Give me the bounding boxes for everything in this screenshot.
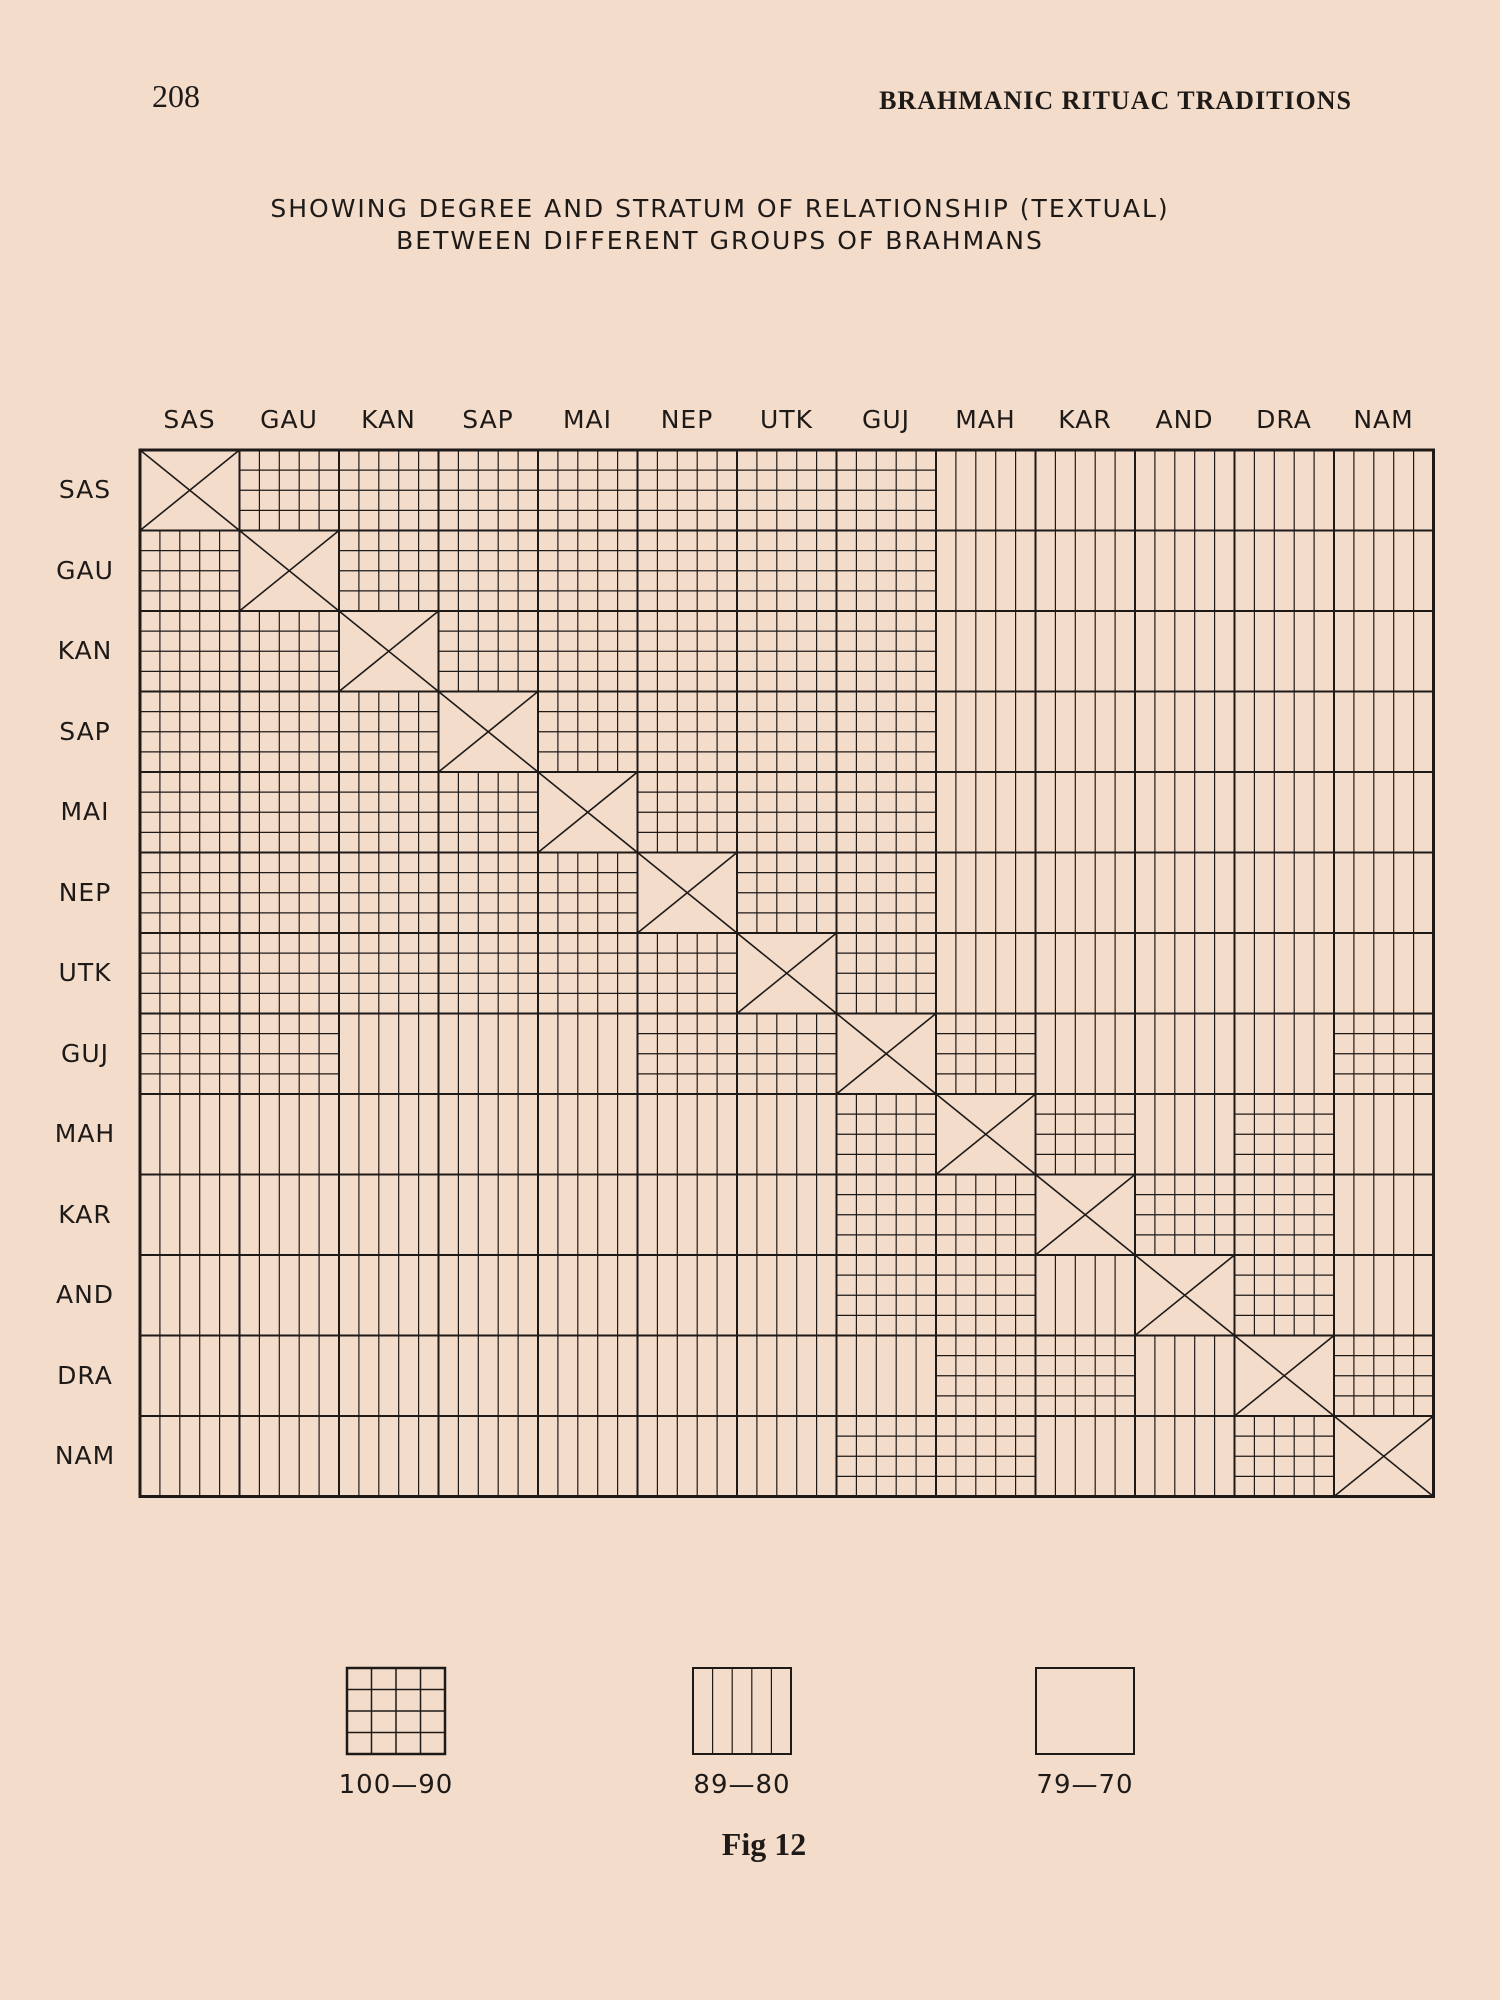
row-label: NAM (54, 1441, 116, 1471)
matrix-cell (240, 1255, 340, 1336)
matrix-cell (737, 450, 837, 531)
column-label: DRA (1256, 405, 1312, 434)
column-label: AND (1155, 405, 1214, 434)
matrix-cell (837, 853, 937, 934)
matrix-cell (1235, 1255, 1335, 1336)
column-label: NEP (660, 405, 714, 434)
matrix-cell (1334, 772, 1434, 853)
figure-title-line-2: BETWEEN DIFFERENT GROUPS OF BRAHMANS (396, 226, 1044, 255)
matrix-cell (240, 1336, 340, 1417)
matrix-cell (1334, 1014, 1434, 1095)
matrix-cell (638, 853, 738, 934)
legend-label: 89—80 (693, 1770, 791, 1800)
legend-swatch-grid (347, 1668, 445, 1754)
row-label: NEP (58, 877, 112, 907)
matrix-cell (936, 692, 1036, 773)
row-label: MAI (60, 797, 110, 827)
matrix-cell (737, 1014, 837, 1095)
matrix-cell (1235, 531, 1335, 612)
matrix-cell (1235, 933, 1335, 1014)
matrix-cell (638, 692, 738, 773)
matrix-cell (439, 692, 539, 773)
matrix-cell (936, 1175, 1036, 1256)
figure-title-line-1: SHOWING DEGREE AND STRATUM OF RELATIONSHIP (TEXTUAL) (270, 194, 1170, 223)
matrix-cell (638, 1255, 738, 1336)
matrix-cell (936, 1255, 1036, 1336)
matrix-cell (1235, 692, 1335, 773)
matrix-cell (638, 1094, 738, 1175)
matrix-cell (737, 692, 837, 773)
matrix-cell (140, 1094, 240, 1175)
matrix-cell (1036, 1014, 1136, 1095)
matrix-cell (1334, 1175, 1434, 1256)
matrix-cell (339, 692, 439, 773)
matrix-cell (638, 1175, 738, 1256)
matrix-cell (140, 531, 240, 612)
matrix-cell (339, 1255, 439, 1336)
matrix-cell (1235, 1094, 1335, 1175)
matrix-cell (140, 1336, 240, 1417)
matrix-cell (339, 1336, 439, 1417)
matrix-cell (538, 692, 638, 773)
matrix-cell (240, 692, 340, 773)
matrix-cell (140, 853, 240, 934)
legend-swatch-vertical (693, 1668, 791, 1754)
row-label: GAU (56, 555, 114, 585)
column-label: MAH (955, 405, 1016, 434)
matrix-cell (1334, 1416, 1434, 1497)
matrix-cell (240, 611, 340, 692)
matrix-cells (140, 450, 1434, 1497)
matrix-cell (1135, 853, 1235, 934)
matrix-cell (837, 1175, 937, 1256)
column-label: SAP (462, 405, 514, 434)
matrix-cell (140, 933, 240, 1014)
matrix-cell (439, 611, 539, 692)
matrix-cell (1334, 450, 1434, 531)
matrix-cell (140, 772, 240, 853)
matrix-cell (339, 933, 439, 1014)
matrix-cell (638, 772, 738, 853)
matrix-cell (339, 611, 439, 692)
matrix-cell (1235, 450, 1335, 531)
figure-caption-text: Fig 12 (721, 1826, 807, 1862)
matrix-cell (837, 1336, 937, 1417)
matrix-cell (837, 1255, 937, 1336)
matrix-cell (140, 1014, 240, 1095)
matrix-cell (538, 1416, 638, 1497)
matrix-cell (1135, 611, 1235, 692)
column-label: GUJ (861, 405, 911, 434)
legend-label: 100—90 (338, 1770, 454, 1800)
matrix-cell (1036, 1416, 1136, 1497)
matrix-cell (638, 1336, 738, 1417)
row-label: SAP (59, 716, 111, 746)
matrix-cell (1135, 772, 1235, 853)
matrix-cell (837, 450, 937, 531)
matrix-cell (837, 692, 937, 773)
matrix-cell (240, 1094, 340, 1175)
matrix-cell (439, 1094, 539, 1175)
matrix-cell (140, 450, 240, 531)
matrix-cell (538, 1255, 638, 1336)
matrix-cell (737, 1255, 837, 1336)
running-head: BRAHMANIC RITUAC TRADITIONS (879, 86, 1352, 115)
matrix-cell (1135, 1175, 1235, 1256)
matrix-cell (140, 1255, 240, 1336)
matrix-cell (1135, 450, 1235, 531)
matrix-cell (936, 1094, 1036, 1175)
matrix-cell (1334, 531, 1434, 612)
column-label: MAI (562, 405, 613, 434)
matrix-cell (1036, 1255, 1136, 1336)
matrix-cell (638, 611, 738, 692)
row-label: SAS (58, 475, 112, 505)
matrix-cell (339, 772, 439, 853)
matrix-cell (439, 1416, 539, 1497)
matrix-cell (837, 933, 937, 1014)
matrix-cell (737, 1094, 837, 1175)
matrix-cell (140, 1416, 240, 1497)
matrix-cell (439, 450, 539, 531)
matrix-cell (837, 1416, 937, 1497)
matrix-cell (1334, 853, 1434, 934)
matrix-cell (339, 450, 439, 531)
matrix-cell (439, 1014, 539, 1095)
matrix-cell (439, 1175, 539, 1256)
matrix-cell (339, 1175, 439, 1256)
matrix-cell (936, 1416, 1036, 1497)
matrix-cell (638, 531, 738, 612)
matrix-cell (936, 611, 1036, 692)
matrix-cell (1235, 1416, 1335, 1497)
matrix-cell (538, 1336, 638, 1417)
matrix-cell (1036, 933, 1136, 1014)
matrix-cell (1334, 1255, 1434, 1336)
matrix-cell (1235, 1014, 1335, 1095)
matrix-cell (1036, 1175, 1136, 1256)
column-label: KAR (1058, 405, 1112, 434)
matrix-cell (1036, 692, 1136, 773)
matrix-cell (936, 772, 1036, 853)
matrix-cell (638, 1416, 738, 1497)
matrix-cell (339, 531, 439, 612)
matrix-cell (140, 1175, 240, 1256)
matrix-cell (1036, 450, 1136, 531)
matrix-cell (439, 1336, 539, 1417)
matrix-cell (1135, 1416, 1235, 1497)
matrix-cell (737, 1336, 837, 1417)
matrix-cell (439, 933, 539, 1014)
row-label: DRA (57, 1360, 113, 1390)
matrix-cell (1036, 1336, 1136, 1417)
column-label: GAU (260, 405, 318, 434)
legend-swatches (347, 1668, 1134, 1754)
matrix-cell (1135, 1014, 1235, 1095)
matrix-cell (240, 1416, 340, 1497)
matrix-cell (1235, 1336, 1335, 1417)
matrix-cell (837, 1014, 937, 1095)
matrix-cell (538, 1014, 638, 1095)
column-label: UTK (760, 405, 813, 434)
matrix-cell (737, 531, 837, 612)
matrix-cell (439, 531, 539, 612)
matrix-cell (936, 531, 1036, 612)
page-number: 208 (152, 78, 200, 114)
matrix-cell (538, 450, 638, 531)
matrix-cell (1334, 933, 1434, 1014)
row-label: UTK (58, 958, 112, 988)
matrix-cell (837, 1094, 937, 1175)
matrix-cell (638, 1014, 738, 1095)
matrix-cell (1135, 1336, 1235, 1417)
matrix-cell (1235, 772, 1335, 853)
row-label: MAH (54, 1119, 116, 1149)
matrix-cell (1334, 1336, 1434, 1417)
matrix-cell (638, 450, 738, 531)
row-label: KAN (57, 636, 113, 666)
matrix-cell (837, 772, 937, 853)
matrix-cell (240, 1014, 340, 1095)
matrix-cell (240, 450, 340, 531)
matrix-cell (439, 772, 539, 853)
matrix-cell (936, 1336, 1036, 1417)
matrix-cell (339, 1014, 439, 1095)
matrix-cell (1235, 611, 1335, 692)
legend-label: 79—70 (1036, 1770, 1134, 1800)
matrix-cell (737, 1416, 837, 1497)
matrix-cell (737, 933, 837, 1014)
column-label: NAM (1353, 405, 1414, 434)
matrix-cell (240, 853, 340, 934)
matrix-cell (538, 1175, 638, 1256)
row-label: AND (55, 1280, 115, 1310)
matrix-cell (140, 611, 240, 692)
matrix-cell (936, 853, 1036, 934)
matrix-cell (1235, 853, 1335, 934)
matrix-cell (936, 1014, 1036, 1095)
matrix-cell (837, 611, 937, 692)
matrix-cell (538, 611, 638, 692)
matrix-cell (936, 933, 1036, 1014)
matrix-cell (1135, 1255, 1235, 1336)
figure-caption (0, 1826, 1500, 1863)
matrix-cell (936, 450, 1036, 531)
matrix-cell (1334, 611, 1434, 692)
matrix-cell (1235, 1175, 1335, 1256)
matrix-cell (240, 1175, 340, 1256)
matrix-cell (1135, 531, 1235, 612)
matrix-cell (737, 611, 837, 692)
matrix-cell (240, 772, 340, 853)
column-label: SAS (163, 405, 216, 434)
matrix-cell (538, 1094, 638, 1175)
matrix-cell (140, 692, 240, 773)
matrix-cell (1036, 1094, 1136, 1175)
matrix-cell (538, 772, 638, 853)
matrix-cell (339, 1416, 439, 1497)
column-label: KAN (361, 405, 416, 434)
matrix-cell (339, 1094, 439, 1175)
matrix-cell (538, 933, 638, 1014)
matrix-cell (1036, 531, 1136, 612)
matrix-cell (439, 853, 539, 934)
matrix-cell (1036, 853, 1136, 934)
matrix-cell (240, 933, 340, 1014)
row-label: GUJ (60, 1038, 110, 1068)
matrix-cell (1036, 611, 1136, 692)
matrix-cell (439, 1255, 539, 1336)
matrix-cell (1135, 692, 1235, 773)
matrix-cell (538, 531, 638, 612)
matrix-cell (240, 531, 340, 612)
row-label: KAR (58, 1199, 112, 1229)
matrix-cell (1334, 692, 1434, 773)
matrix-cell (538, 853, 638, 934)
matrix-cell (1036, 772, 1136, 853)
matrix-cell (837, 531, 937, 612)
matrix-cell (737, 772, 837, 853)
matrix-cell (1135, 933, 1235, 1014)
matrix-cell (1135, 1094, 1235, 1175)
legend-swatch-blank (1036, 1668, 1134, 1754)
matrix-cell (737, 853, 837, 934)
matrix-cell (638, 933, 738, 1014)
matrix-cell (339, 853, 439, 934)
matrix-cell (1334, 1094, 1434, 1175)
matrix-cell (737, 1175, 837, 1256)
